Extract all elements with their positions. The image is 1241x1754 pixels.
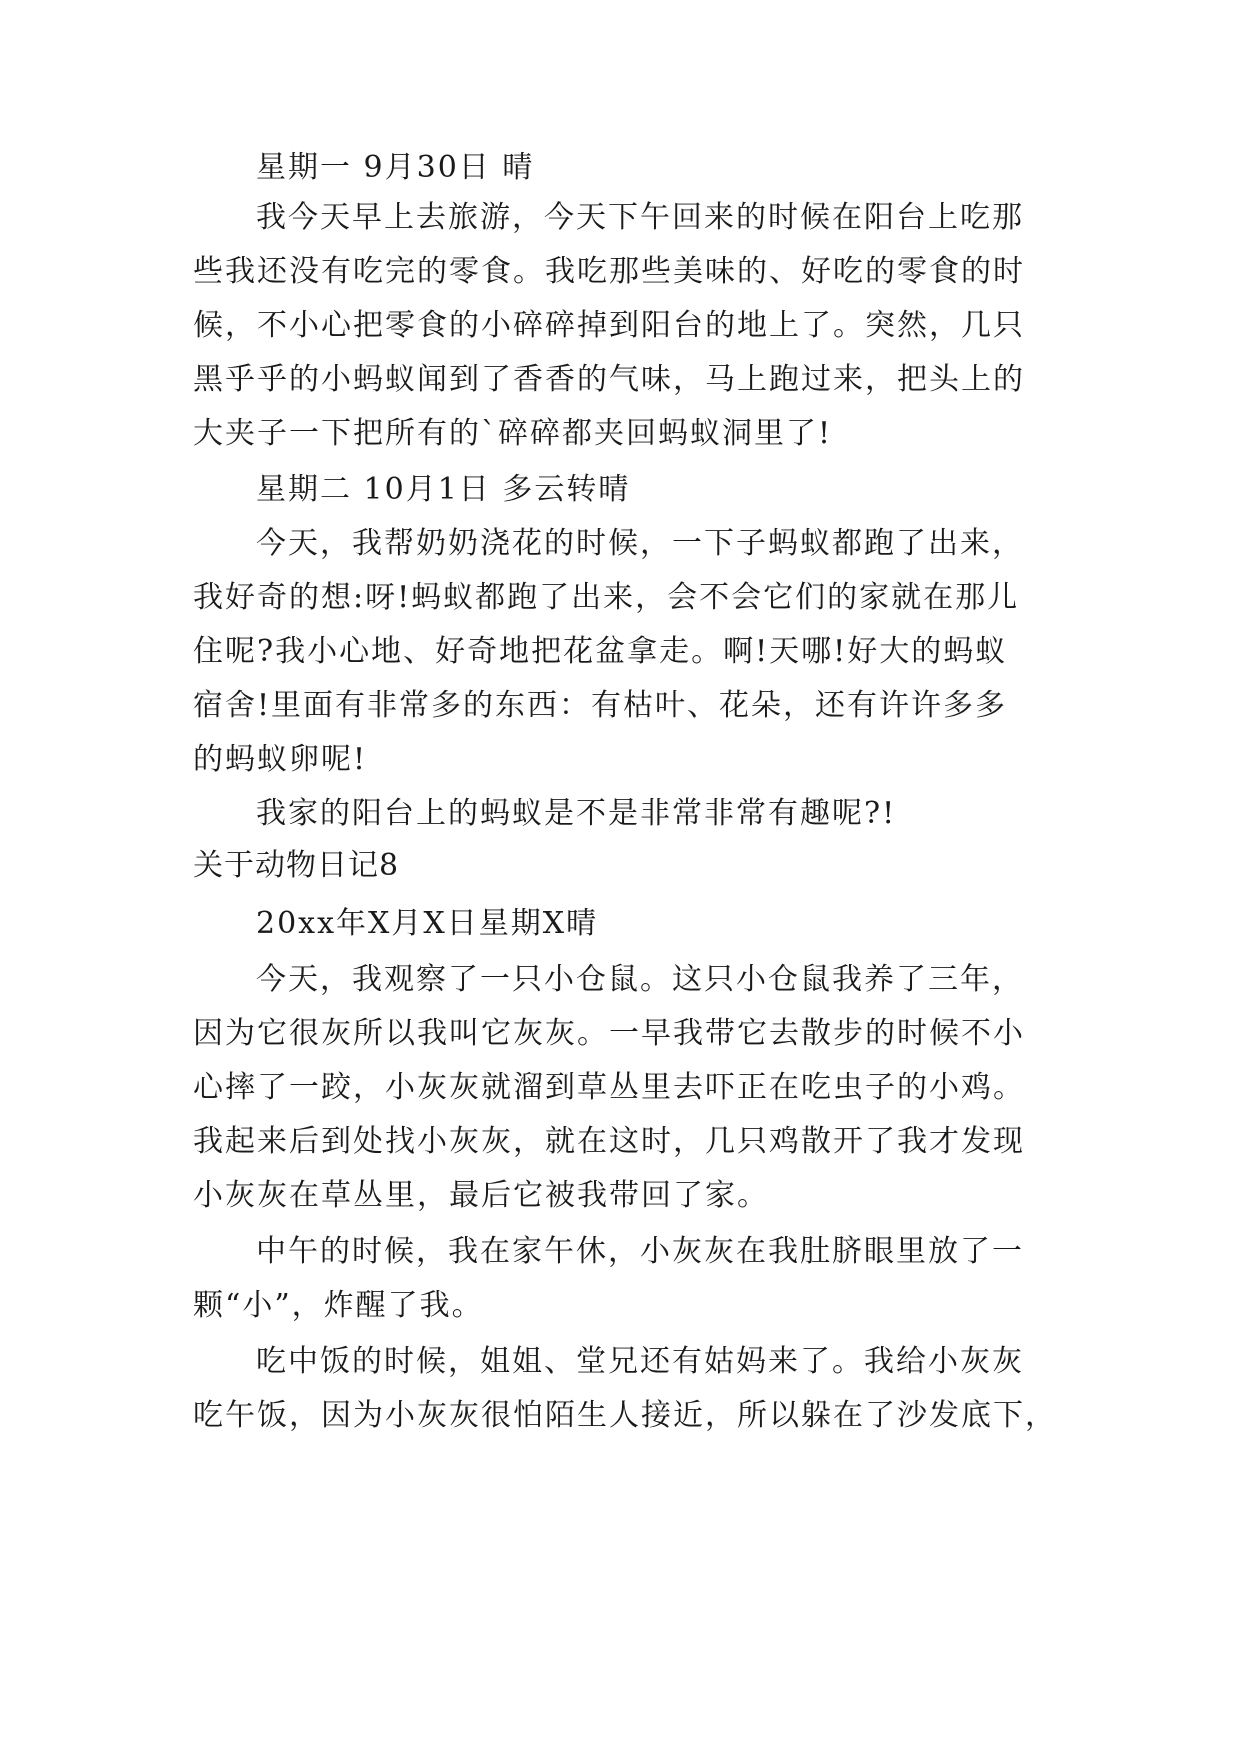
diary-date-heading: 星期一 9月30日 晴 (256, 150, 535, 185)
paragraph-line: 今天，我帮奶奶浇花的时候，一下子蚂蚁都跑了出来， (256, 526, 1024, 561)
paragraph-line: 心摔了一跤，小灰灰就溜到草丛里去吓正在吃虫子的小鸡。 (193, 1070, 1025, 1105)
paragraph-line: 宿舍!里面有非常多的东西：有枯叶、花朵，还有许许多多 (193, 688, 1008, 723)
paragraph-line: 我起来后到处找小灰灰，就在这时，几只鸡散开了我才发现 (193, 1124, 1025, 1159)
paragraph-line: 我家的阳台上的蚂蚁是不是非常非常有趣呢?! (256, 796, 897, 831)
paragraph-line: 今天，我观察了一只小仓鼠。这只小仓鼠我养了三年， (256, 962, 1024, 997)
paragraph-line: 候，不小心把零食的小碎碎掉到阳台的地上了。突然，几只 (193, 308, 1025, 343)
paragraph-line: 因为它很灰所以我叫它灰灰。一早我带它去散步的时候不小 (193, 1016, 1025, 1051)
paragraph-line: 颗“小”，炸醒了我。 (193, 1288, 484, 1323)
paragraph-line: 中午的时候，我在家午休，小灰灰在我肚脐眼里放了一 (256, 1234, 1024, 1269)
paragraph-line: 小灰灰在草丛里，最后它被我带回了家。 (193, 1178, 769, 1213)
paragraph-line: 些我还没有吃完的零食。我吃那些美味的、好吃的零食的时 (193, 254, 1025, 289)
diary-date-heading: 星期二 10月1日 多云转晴 (256, 472, 631, 507)
section-title: 关于动物日记8 (193, 848, 400, 883)
paragraph-line: 住呢?我小心地、好奇地把花盆拿走。啊!天哪!好大的蚂蚁 (193, 634, 1008, 669)
diary-date-heading: 20xx年X月X日星期X晴 (256, 906, 599, 941)
paragraph-line: 的蚂蚁卵呢! (193, 742, 368, 777)
paragraph-line: 吃午饭，因为小灰灰很怕陌生人接近，所以躲在了沙发底下， (193, 1398, 1057, 1433)
paragraph-line: 我好奇的想:呀!蚂蚁都跑了出来，会不会它们的家就在那儿 (193, 580, 1020, 615)
paragraph-line: 大夹子一下把所有的`碎碎都夹回蚂蚁洞里了! (193, 416, 833, 451)
paragraph-line: 我今天早上去旅游，今天下午回来的时候在阳台上吃那 (256, 200, 1024, 235)
paragraph-line: 黑乎乎的小蚂蚁闻到了香香的气味，马上跑过来，把头上的 (193, 362, 1025, 397)
paragraph-line: 吃中饭的时候，姐姐、堂兄还有姑妈来了。我给小灰灰 (256, 1344, 1024, 1379)
